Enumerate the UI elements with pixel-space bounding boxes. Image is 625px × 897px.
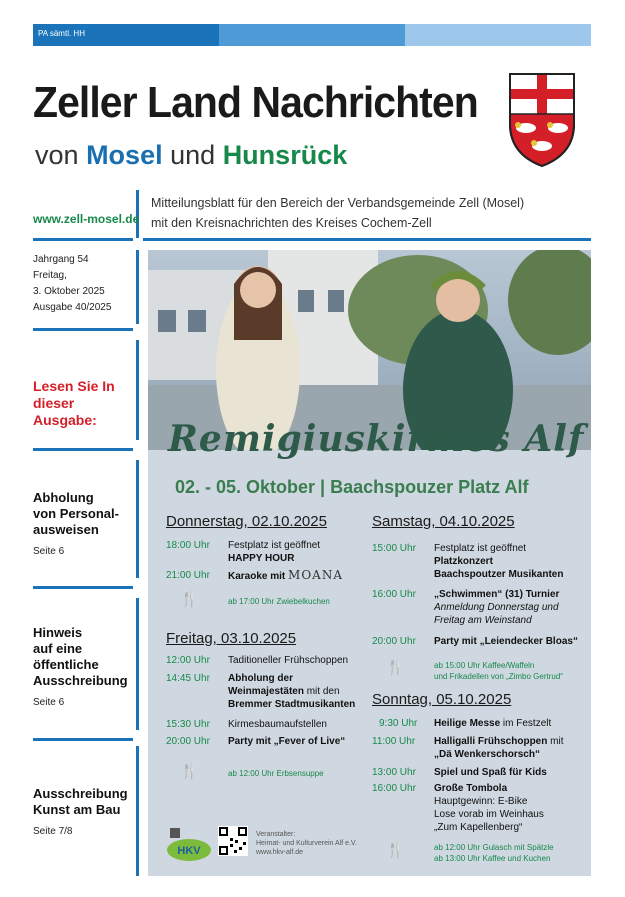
- organizer-website[interactable]: www.hkv-alf.de: [256, 849, 304, 856]
- event-line-bold: Halligalli Frühschoppen: [434, 736, 548, 747]
- article-title-line: Abholung: [33, 490, 94, 505]
- sidebar-divider: [136, 598, 139, 730]
- article-title-line: ausweisen: [33, 522, 99, 537]
- issue-weekday: Freitag,: [33, 270, 67, 281]
- article-page-ref: Seite 6: [33, 697, 65, 708]
- event-desc: [434, 635, 578, 648]
- event-desc: [228, 672, 355, 711]
- subtitle-von: von: [35, 140, 79, 170]
- in-this-issue-line: Lesen Sie In: [33, 378, 115, 394]
- food-line: ab 15:00 Uhr Kaffee/Waffeln: [434, 661, 535, 670]
- event-time: 9:30 Uhr: [379, 718, 418, 729]
- in-this-issue-heading: [33, 378, 115, 429]
- event-desc: Taditioneller Frühschoppen: [228, 655, 349, 666]
- day-heading-samstag: Samstag, 04.10.2025: [372, 513, 515, 530]
- article-page-ref: Seite 7/8: [33, 826, 73, 837]
- food-line: ab 12:00 Uhr Gulasch mit Spätzle: [434, 843, 554, 852]
- top-bar-mid: [219, 24, 405, 46]
- article-title-line: Kunst am Bau: [33, 802, 121, 817]
- sidebar-article-kunst-am-bau[interactable]: [33, 786, 133, 840]
- header-description: [151, 193, 524, 233]
- event-line-bold: Weinmajestäten: [228, 686, 304, 697]
- event-desc: [228, 539, 320, 565]
- masthead-subtitle: [35, 140, 347, 171]
- event-time: 15:30 Uhr: [166, 719, 210, 730]
- cutlery-icon: 🍴: [180, 591, 199, 608]
- event-desc: [434, 735, 563, 761]
- event-line-bold: „Schwimmen“ (31) Turnier: [434, 589, 560, 600]
- hkv-logo: [166, 826, 212, 862]
- event-time: 15:00 Uhr: [372, 543, 416, 554]
- food-info: ab 17:00 Uhr Zwiebelkuchen: [228, 597, 330, 606]
- top-bar-light: [405, 24, 591, 46]
- article-title-line: Ausschreibung: [33, 673, 128, 688]
- event-desc: [434, 542, 563, 581]
- event-line-bold: HAPPY HOUR: [228, 553, 295, 564]
- poster-dates-place: 02. - 05. Oktober | Baachspouzer Platz Alf: [175, 477, 529, 497]
- food-info: [434, 660, 563, 682]
- event-line-bold: Karaoke mit: [228, 571, 286, 582]
- day-heading-donnerstag: Donnerstag, 02.10.2025: [166, 513, 327, 530]
- sidebar-divider: [136, 460, 139, 578]
- article-page-ref: Seite 6: [33, 546, 65, 557]
- issue-volume: Jahrgang 54: [33, 254, 89, 265]
- cutlery-icon: 🍴: [180, 763, 199, 780]
- distribution-label: PA sämtl. HH: [38, 29, 85, 38]
- event-line: Hauptgewinn: E-Bike: [434, 796, 528, 807]
- event-line-bold: Große Tombola: [434, 783, 508, 794]
- event-line-bold: Baachspoutzer Musikanten: [434, 569, 564, 580]
- event-line-bold: „Dä Wenkerschorsch“: [434, 749, 540, 760]
- event-line-bold: Party mit „Fever of Live“: [228, 736, 346, 747]
- sidebar-article-personalausweis[interactable]: [33, 490, 133, 560]
- event-line-bold: Bremmer Stadtmusikanten: [228, 699, 356, 710]
- event-line: Freitag am Weinstand: [434, 615, 532, 626]
- header-rule-left: [33, 238, 133, 241]
- event-desc: [434, 782, 544, 834]
- event-time: 21:00 Uhr: [166, 570, 210, 581]
- event-desc: Kirmesbaumaufstellen: [228, 719, 327, 730]
- subtitle-und: und: [170, 140, 216, 170]
- article-title-line: auf eine: [33, 641, 83, 656]
- issue-info: [33, 252, 111, 316]
- event-time: 16:00 Uhr: [372, 589, 416, 600]
- event-time: 13:00 Uhr: [372, 767, 416, 778]
- event-line: Lose vorab im Weinhaus: [434, 809, 544, 820]
- event-time: 11:00 Uhr: [372, 736, 416, 747]
- organizer-line: Heimat- und Kulturverein Alf e.V.: [256, 840, 357, 847]
- food-info: ab 12:00 Uhr Erbsensuppe: [228, 769, 324, 778]
- event-time: 20:00 Uhr: [166, 736, 210, 747]
- event-time: 14:45 Uhr: [166, 673, 210, 684]
- article-title-line: Ausschreibung: [33, 786, 128, 801]
- event-desc: [434, 717, 551, 730]
- organizer-line: Veranstalter:: [256, 831, 296, 838]
- qr-code-icon[interactable]: [218, 826, 248, 856]
- sidebar-rule: [33, 586, 133, 589]
- event-line-bold: Heilige Messe: [434, 718, 501, 729]
- event-line-bold: Abholung der: [228, 673, 293, 684]
- sidebar-divider: [136, 746, 139, 876]
- event-line-bold: Platzkonzert: [434, 556, 493, 567]
- cutlery-icon: 🍴: [386, 842, 405, 859]
- event-time: 20:00 Uhr: [372, 636, 416, 647]
- in-this-issue-line: dieser: [33, 395, 75, 411]
- hkv-logo-text: HKV: [177, 845, 201, 857]
- header-line-1: Mitteilungsblatt für den Bereich der Verbandsgemeinde Zell (Mosel): [151, 196, 525, 210]
- header-line-2: mit den Kreisnachrichten des Kreises Cochem-Zell: [151, 216, 432, 230]
- sidebar-rule: [33, 738, 133, 741]
- event-line-bold: Spiel und Spaß für Kids: [434, 767, 547, 778]
- poster-title: Remigiuskirmes Alf: [168, 418, 585, 460]
- subtitle-hunsrueck: Hunsrück: [222, 140, 348, 170]
- event-time: 12:00 Uhr: [166, 655, 210, 666]
- organizer-info: [256, 830, 357, 857]
- masthead-title: Zeller Land Nachrichten: [33, 78, 478, 127]
- header-rule-right: [143, 238, 591, 241]
- sidebar-divider: [136, 340, 139, 440]
- event-line: „Zum Kapellenberg“: [434, 822, 523, 833]
- event-line: Festplatz ist geöffnet: [228, 540, 321, 551]
- article-title-line: Hinweis: [33, 625, 83, 640]
- in-this-issue-line: Ausgabe:: [33, 412, 97, 428]
- coat-of-arms-logo: [508, 72, 576, 168]
- subtitle-mosel: Mosel: [86, 140, 163, 170]
- sidebar-rule: [33, 448, 133, 451]
- sidebar-article-ausschreibung-hinweis[interactable]: [33, 625, 133, 711]
- day-heading-sonntag: Sonntag, 05.10.2025: [372, 691, 512, 708]
- event-desc: [228, 569, 343, 583]
- moana-logo-text: MOANA: [288, 568, 343, 582]
- event-desc: [434, 766, 547, 779]
- event-time: 16:00 Uhr: [372, 783, 416, 794]
- food-line: und Frikadellen von „Zimbo Gertrud“: [434, 672, 563, 681]
- issue-number: Ausgabe 40/2025: [33, 302, 112, 313]
- event-desc: [228, 735, 345, 748]
- event-poster: [148, 250, 591, 876]
- cutlery-icon: 🍴: [386, 659, 405, 676]
- article-title-line: öffentliche: [33, 657, 99, 672]
- event-line: im Festzelt: [500, 718, 552, 729]
- food-info: [434, 842, 554, 864]
- website-link[interactable]: www.zell-mosel.de: [33, 212, 140, 226]
- event-line-bold: Party mit „Leiendecker Bloas“: [434, 636, 578, 647]
- event-time: 18:00 Uhr: [166, 540, 210, 551]
- event-line: mit: [547, 736, 564, 747]
- article-title-line: von Personal-: [33, 506, 119, 521]
- event-line: Anmeldung Donnerstag und: [434, 602, 559, 613]
- food-line: ab 13:00 Uhr Kaffee und Kuchen: [434, 854, 551, 863]
- day-heading-freitag: Freitag, 03.10.2025: [166, 630, 297, 647]
- event-desc: [434, 588, 559, 627]
- issue-date: 3. Oktober 2025: [33, 286, 105, 297]
- sidebar-rule: [33, 328, 133, 331]
- event-line: mit den: [303, 686, 340, 697]
- event-line: Festplatz ist geöffnet: [434, 543, 527, 554]
- sidebar-divider: [136, 250, 139, 324]
